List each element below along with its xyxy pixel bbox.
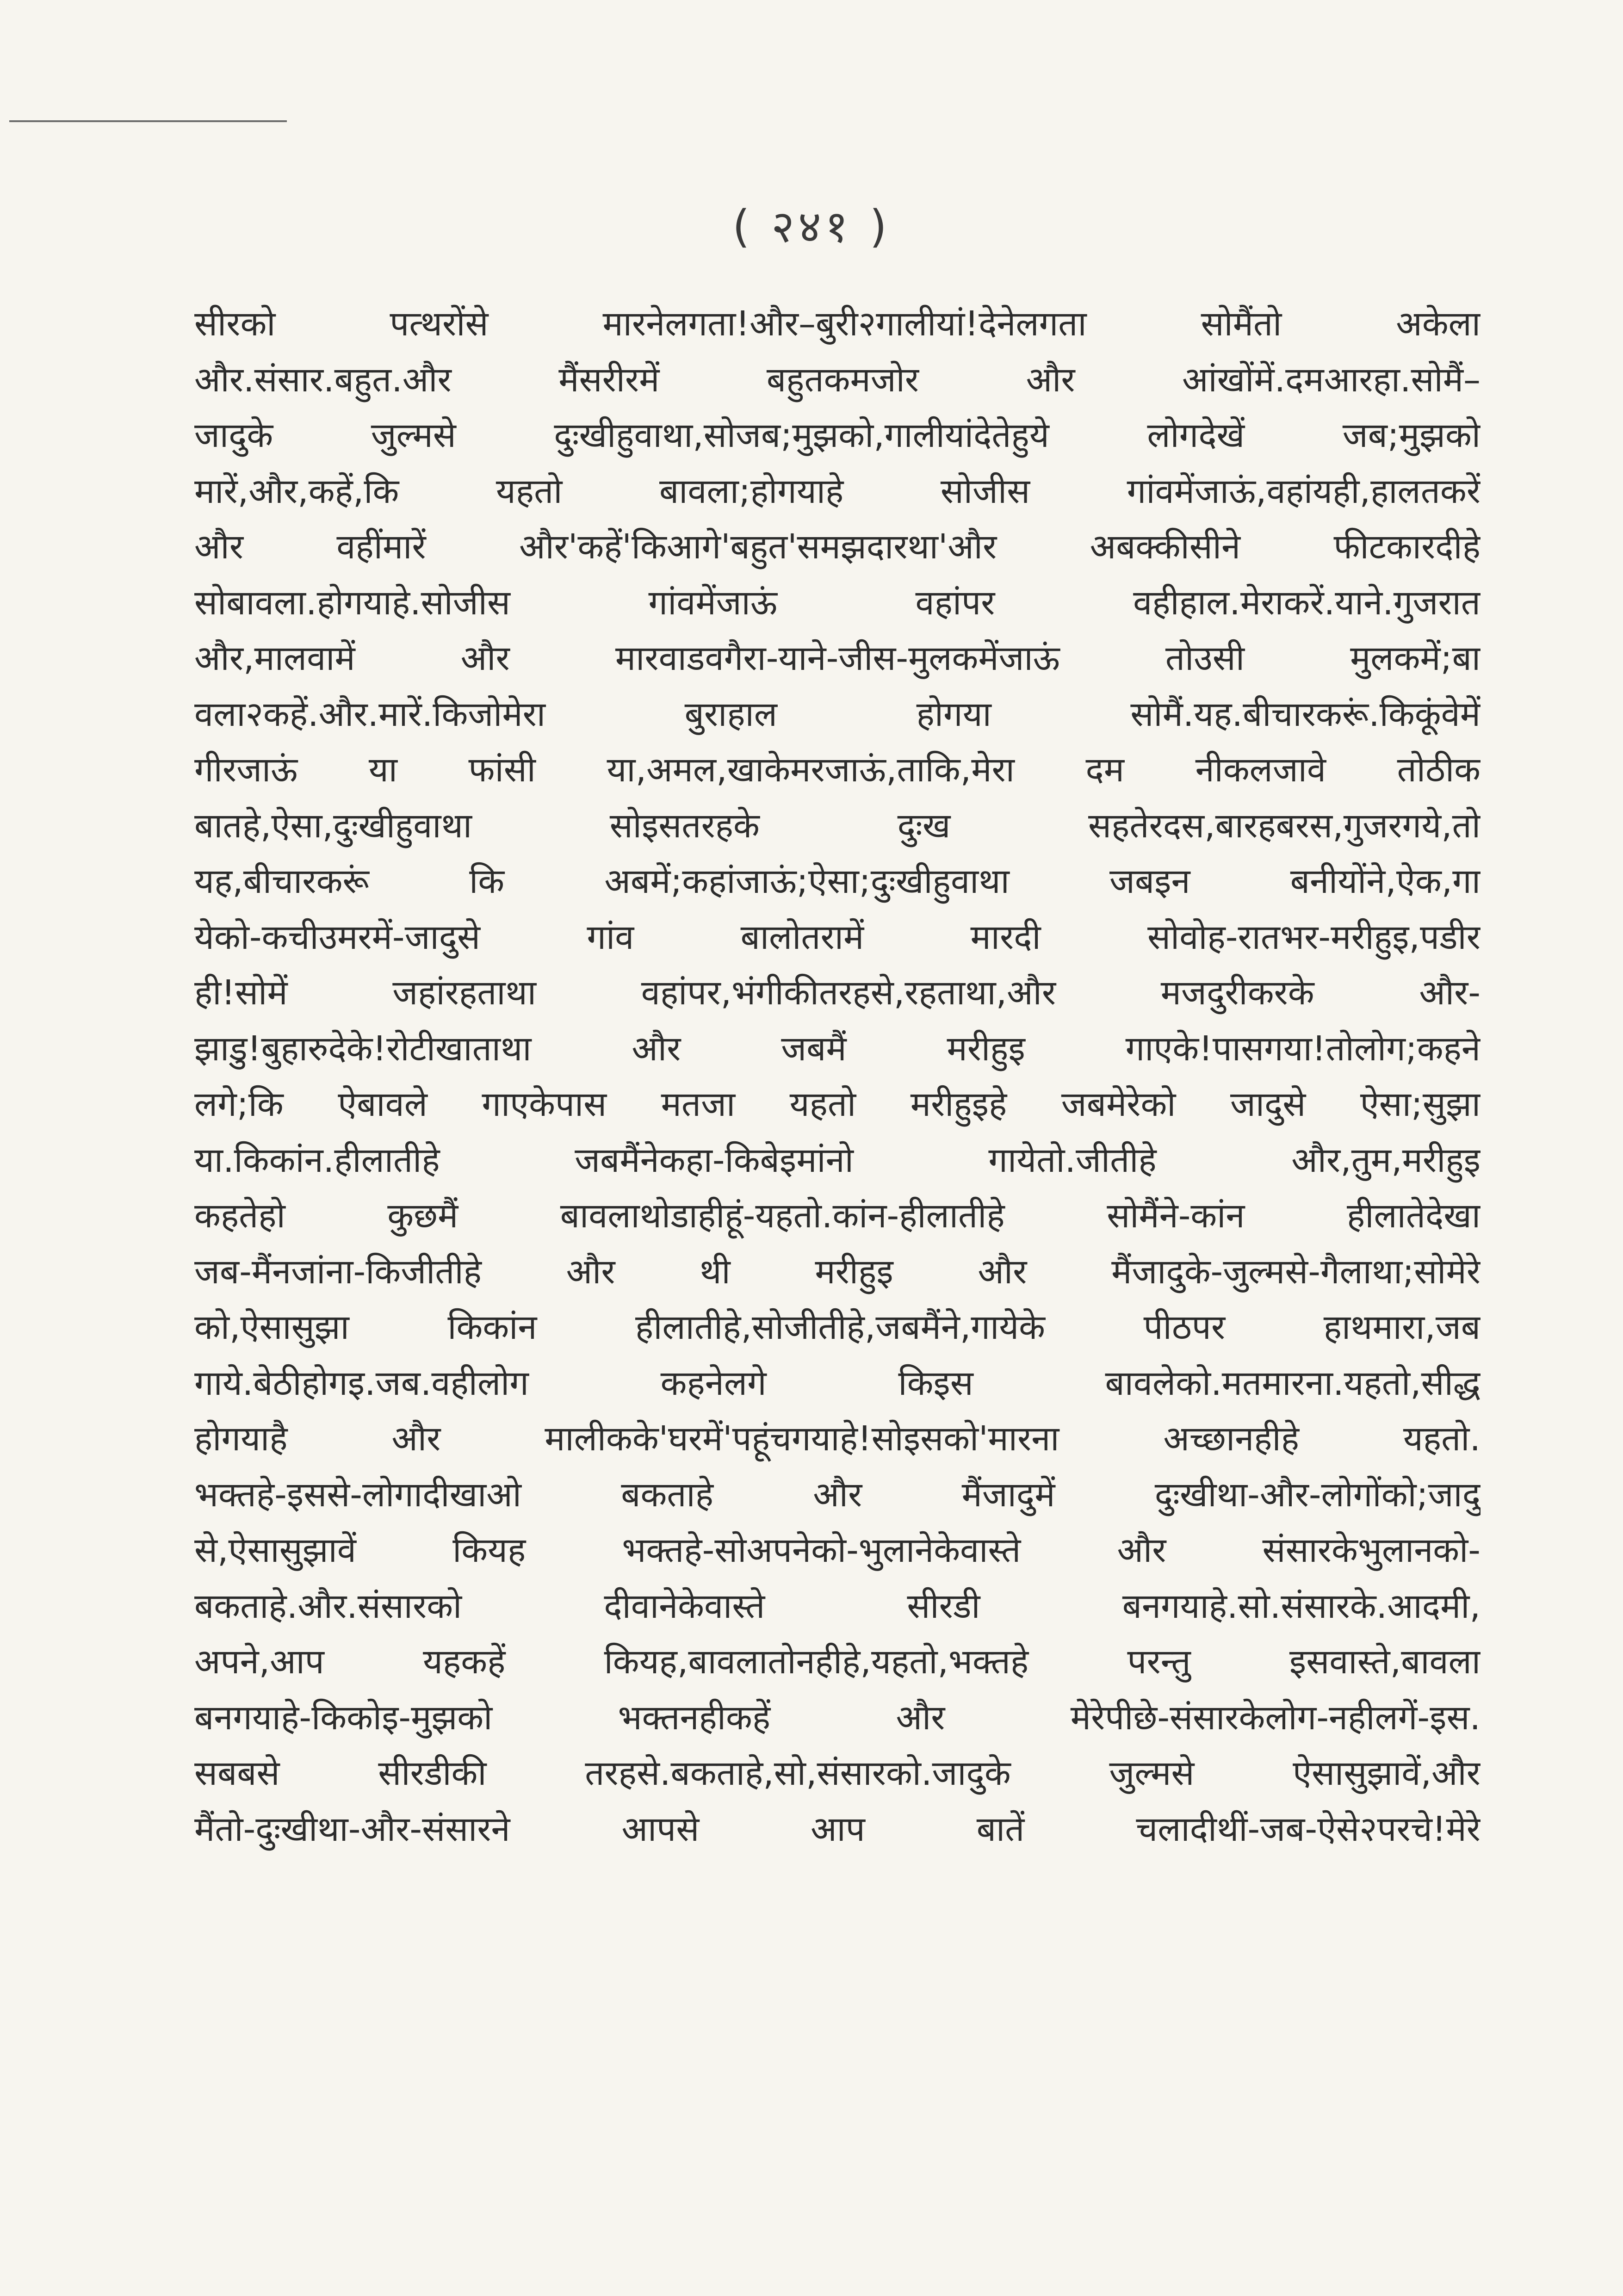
text-line: को,ऐसासुझा किकांन हीलातीहे,सोजीतीहे,जबमैंने,गायेके पीठपर हाथमारा,जब — [194, 1307, 1481, 1347]
text-line: लगे;कि ऐबावले गाएकेपास मतजा यहतो मरीहुइहे जबमेरेको जादुसे ऐसा;सुझा — [194, 1084, 1481, 1124]
text-line: और,मालवामें और मारवाडवगैरा-याने-जीस-मुलकमेंजाऊं तोउसी मुलकमें;बा — [194, 638, 1481, 678]
text-line: गाये.बेठीहोगइ.जब.वहीलोग कहनेलगे किइस बावलेको.मतमारना.यहतो,सीद्ध — [194, 1363, 1481, 1403]
text-line: वला२कहें.और.मारें.किजोमेरा बुराहाल होगया सोमैं.यह.बीचारकरूं.किकूंवेमें — [194, 694, 1481, 734]
text-line: अपने,आप यहकहें कियह,बावलातोनहीहे,यहतो,भक्तहे परन्तु इसवास्ते,बावला — [194, 1642, 1481, 1682]
text-line: बातहे,ऐसा,दुःखीहुवाथा सोइसतरहके दुःख सहतेरदस,बारहबरस,गुजरगये,तो — [194, 805, 1481, 846]
text-line: या.किकांन.हीलातीहे जबमैंनेकहा-किबेइमांनो गायेतो.जीतीहे और,तुम,मरीहुइ — [194, 1140, 1481, 1180]
body-text — [194, 296, 1481, 1857]
text-line: सोबावला.होगयाहे.सोजीस गांवमेंजाऊं वहांपर वहीहाल.मेराकरें.याने.गुजरात — [194, 582, 1481, 623]
text-line: कहतेहो कुछमैं बावलाथोडाहीहूं-यहतो.कांन-हीलातीहे सोमैंने-कांन हीलातेदेखा — [194, 1196, 1481, 1236]
text-line: जब-मैंनजांना-किजीतीहे और थी मरीहुइ और मैंजादुके-जुल्मसे-गैलाथा;सोमेरे — [194, 1251, 1481, 1292]
text-line: सबबसे सीरडीकी तरहसे.बकताहे,सो,संसारको.जादुके जुल्मसे ऐसासुझावें,और — [194, 1753, 1481, 1793]
page-number: ( २४१ ) — [732, 201, 891, 253]
text-line: और वहींमारें और'कहें'किआगे'बहुत'समझदारथा'और अबक्कीसीने फीटकारदीहे — [194, 527, 1481, 567]
text-line: होगयाहै और मालीकके'घरमें'पहूंचगयाहे!सोइसको'मारना अच्छानहीहे यहतो. — [194, 1419, 1481, 1459]
text-line: मैंतो-दुःखीथा-और-संसारने आपसे आप बातें चलादीथीं-जब-ऐसे२परचे!मेरे — [194, 1809, 1481, 1849]
text-line: और.संसार.बहुत.और मैंसरीरमें बहुतकमजोर और आंखोंमें.दमआरहा.सोमैं– — [194, 359, 1481, 400]
text-line: झाडु!बुहारुदेके!रोटीखाताथा और जबमैं मरीहुइ गाएके!पासगया!तोलोग;कहने — [194, 1028, 1481, 1069]
top-rule-divider — [9, 120, 287, 122]
text-line: सीरको पत्थरोंसे मारनेलगता!और–बुरी२गालीयां!देनेलगता सोमैंतो अकेला — [194, 304, 1481, 344]
text-line: जादुके जुल्मसे दुःखीहुवाथा,सोजब;मुझको,गालीयांदेतेहुये लोगदेखें जब;मुझको — [194, 415, 1481, 455]
text-line: येको-कचीउमरमें-जादुसे गांव बालोतरामें मारदी सोवोह-रातभर-मरीहुइ,पडीर — [194, 917, 1481, 957]
text-line: बकताहे.और.संसारको दीवानेकेवास्ते सीरडी बनगयाहे.सो.संसारके.आदमी, — [194, 1586, 1481, 1626]
text-line: बनगयाहे-किकोइ-मुझको भक्तनहीकहें और मेरेपीछे-संसारकेलोग-नहीलगें-इस. — [194, 1697, 1481, 1738]
text-line: यह,बीचारकरूं कि अबमें;कहांजाऊं;ऐसा;दुःखीहुवाथा जबइन बनीयोंने,ऐक,गा — [194, 861, 1481, 901]
text-line: से,ऐसासुझावें कियह भक्तहे-सोअपनेको-भुलानेकेवास्ते और संसारकेभुलानको- — [194, 1530, 1481, 1570]
text-line: ही!सोमें जहांरहताथा वहांपर,भंगीकीतरहसे,रहताथा,और मजदुरीकरके और- — [194, 973, 1481, 1013]
text-line: गीरजाऊं या फांसी या,अमल,खाकेमरजाऊं,ताकि,मेरा दम नीकलजावे तोठीक — [194, 750, 1481, 790]
text-line: भक्तहे-इससे-लोगादीखाओ बकताहे और मैंजादुमें दुःखीथा-और-लोगोंको;जादु — [194, 1474, 1481, 1515]
text-line: मारें,और,कहें,कि यहतो बावला;होगयाहे सोजीस गांवमेंजाऊं,वहांयही,हालतकरें — [194, 471, 1481, 511]
